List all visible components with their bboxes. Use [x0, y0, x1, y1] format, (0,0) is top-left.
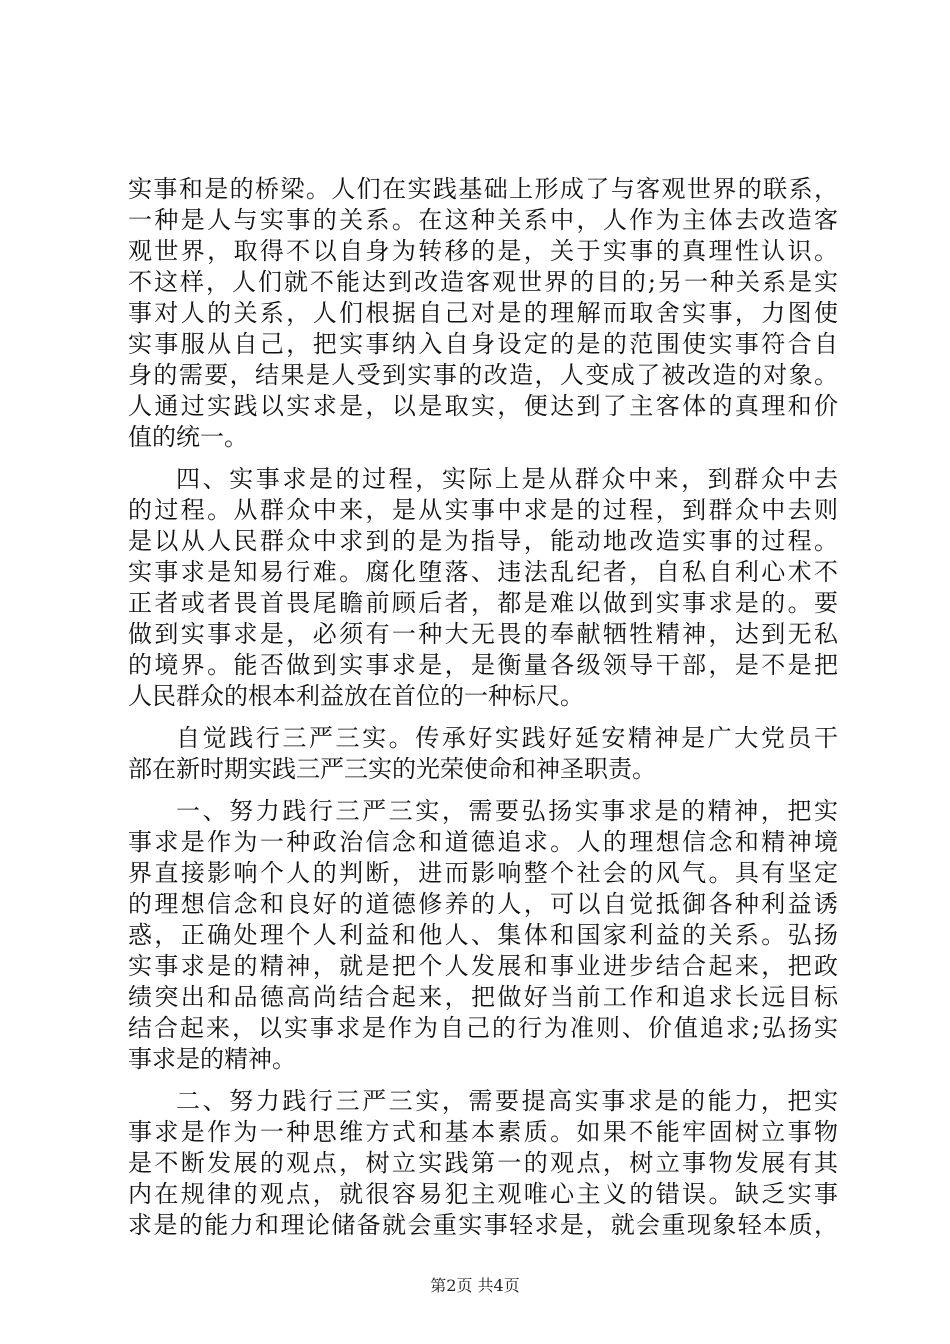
text-line: 的过程。从群众中来，是从实事中求是的过程，到群众中去则	[128, 496, 838, 524]
paragraph-gap	[128, 1075, 838, 1086]
text-line: 惑，正确处理个人利益和他人、集体和国家利益的关系。弘扬	[128, 921, 838, 949]
text-line: 事求是作为一种政治信念和道德追求。人的理想信念和精神境	[128, 828, 838, 856]
paragraph	[128, 796, 838, 1075]
text-line: 实事服从自己，把实事纳入自身设定的是的范围使实事符合自	[128, 330, 838, 358]
paragraph	[128, 174, 838, 453]
text-line: 内在规律的观点，就很容易犯主观唯心主义的错误。缺乏实事	[128, 1180, 838, 1208]
text-line: 人通过实践以实求是，以是取实，便达到了主客体的真理和价	[128, 392, 838, 420]
text-line: 实事求是的精神，就是把个人发展和事业进步结合起来，把政	[128, 952, 838, 980]
text-line: 事对人的关系，人们根据自己对是的理解而取舍实事，力图使	[128, 299, 838, 327]
text-line: 事求是作为一种思维方式和基本素质。如果不能牢固树立事物	[128, 1118, 838, 1146]
text-line: 值的统一。	[128, 423, 248, 451]
text-line: 是不断发展的观点，树立实践第一的观点，树立事物发展有其	[128, 1149, 838, 1177]
text-line: 身的需要，结果是人受到实事的改造，人变成了被改造的对象。	[128, 361, 838, 389]
text-line: 人民群众的根本利益放在首位的一种标尺。	[128, 682, 584, 710]
paragraph	[128, 723, 838, 785]
text-line: 结合起来，以实事求是作为自己的行为准则、价值追求;弘扬实	[128, 1014, 838, 1042]
text-line: 部在新时期实践三严三实的光荣使命和神圣职责。	[128, 755, 656, 783]
paragraph-gap	[128, 453, 838, 464]
text-line: 二、努力践行三严三实，需要提高实事求是的能力，把实	[176, 1087, 838, 1115]
text-line: 实事求是知易行难。腐化堕落、违法乱纪者，自私自利心术不	[128, 558, 838, 586]
paragraph-gap	[128, 785, 838, 796]
text-line: 正者或者畏首畏尾瞻前顾后者，都是难以做到实事求是的。要	[128, 589, 838, 617]
text-line: 一种是人与实事的关系。在这种关系中，人作为主体去改造客	[128, 206, 838, 234]
text-line: 是以从人民群众中求到的是为指导，能动地改造实事的过程。	[128, 527, 838, 555]
text-line: 做到实事求是，必须有一种大无畏的奉献牺牲精神，达到无私	[128, 620, 838, 648]
paragraph	[128, 1086, 838, 1241]
text-line: 自觉践行三严三实。传承好实践好延安精神是广大党员干	[176, 724, 838, 752]
paragraph-gap	[128, 712, 838, 723]
text-line: 求是的能力和理论储备就会重实事轻求是，就会重现象轻本质，	[128, 1211, 838, 1239]
paragraph	[128, 464, 838, 712]
text-line: 事求是的精神。	[128, 1045, 296, 1073]
text-line: 不这样，人们就不能达到改造客观世界的目的;另一种关系是实	[128, 268, 838, 296]
text-line: 实事和是的桥梁。人们在实践基础上形成了与客观世界的联系，	[128, 175, 838, 203]
body-text	[128, 174, 838, 1241]
text-line: 的理想信念和良好的道德修养的人，可以自觉抵御各种利益诱	[128, 890, 838, 918]
text-line: 的境界。能否做到实事求是，是衡量各级领导干部，是不是把	[128, 651, 838, 679]
text-line: 绩突出和品德高尚结合起来，把做好当前工作和追求长远目标	[128, 983, 838, 1011]
page-footer: 第2页 共4页	[430, 1276, 520, 1295]
text-line: 界直接影响个人的判断，进而影响整个社会的风气。具有坚定	[128, 859, 838, 887]
text-line: 观世界，取得不以自身为转移的是，关于实事的真理性认识。	[128, 237, 838, 265]
text-line: 一、努力践行三严三实，需要弘扬实事求是的精神，把实	[176, 797, 838, 825]
text-line: 四、实事求是的过程，实际上是从群众中来，到群众中去	[176, 465, 838, 493]
